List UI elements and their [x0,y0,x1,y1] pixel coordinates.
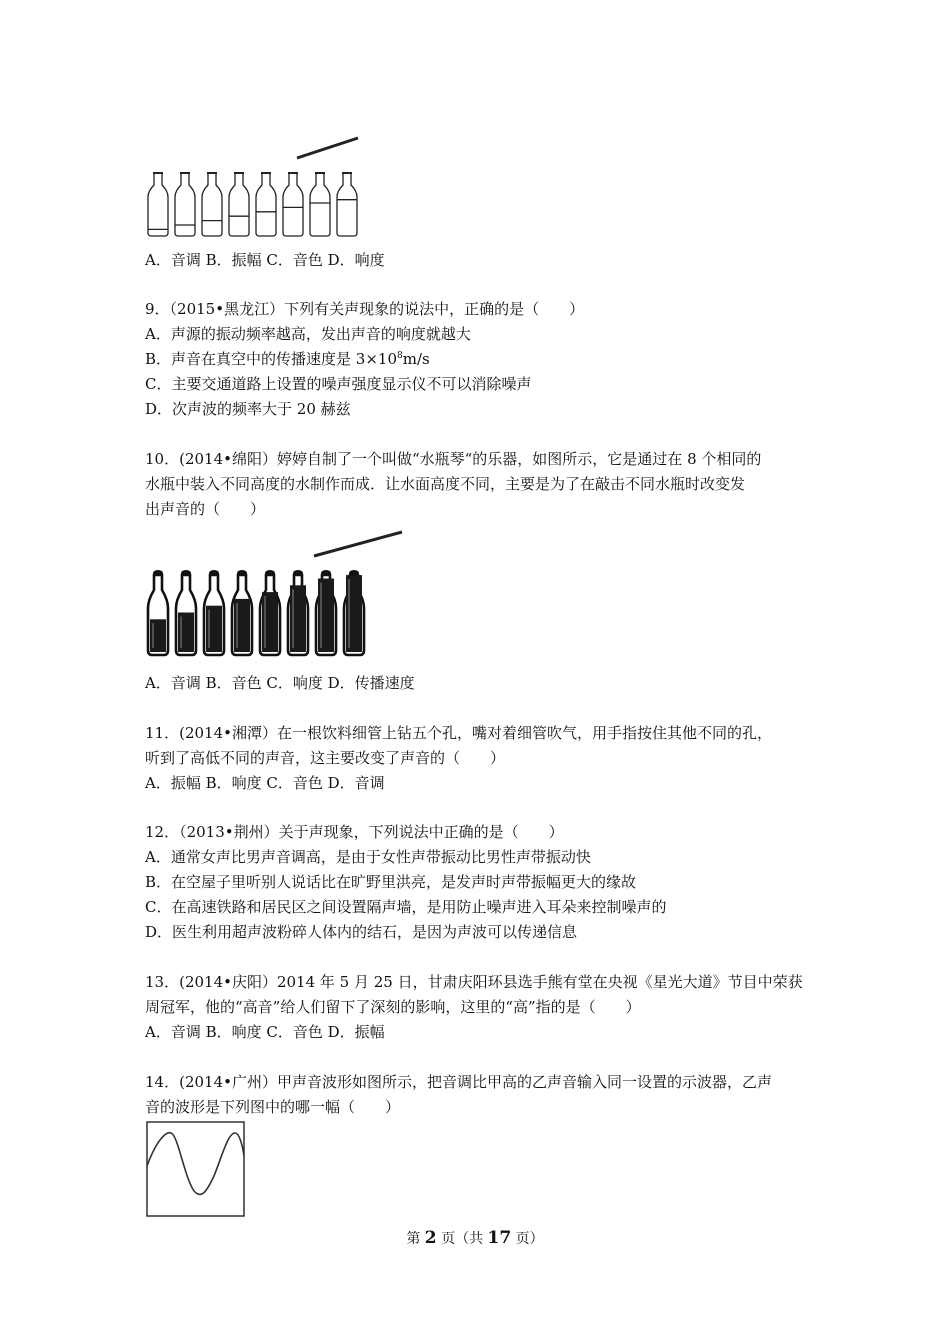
q14-line-1: 14．(2014•广州）甲声音波形如图所示，把音调比甲高的乙声音输入同一设置的示波器，乙声 [145,1073,772,1091]
q14-line-2: 音的波形是下列图中的哪一幅（ ） [145,1098,401,1116]
footer-page-number: 2 [424,1228,437,1248]
q9-option-b [145,349,430,369]
bottle [344,570,364,655]
bottle [260,570,280,655]
q9-b-unit: m/s [402,350,430,368]
striking-stick-q10 [314,532,402,556]
q9-option-a: A．声源的振动频率越高，发出声音的响度就越大 [145,325,471,343]
q9-stem: 9．（2015•黑龙江）下列有关声现象的说法中，正确的是（ ） [145,300,585,318]
bottle [148,173,168,236]
striking-stick [297,138,358,158]
q8-options: A．音调 B．振幅 C．音色 D．响度 [145,251,385,269]
waveform-figure [146,1121,248,1219]
q9-b-text: B．声音在真空中的传播速度是 3×10 [145,350,397,368]
bottle [232,570,252,655]
footer-mid: 页（共 [436,1231,488,1247]
q13-options: A．音调 B．响度 C．音色 D．振幅 [145,1023,385,1041]
footer-total-pages: 17 [487,1228,512,1248]
q10-options: A．音调 B．音色 C．响度 D．传播速度 [145,674,415,692]
bottle [256,173,276,236]
q10-line-1: 10．(2014•绵阳）婷婷自制了一个叫做“水瓶琴“的乐器，如图所示，它是通过在 8 个相同的 [145,450,762,468]
q12-stem: 12．（2013•荆州）关于声现象，下列说法中正确的是（ ） [145,823,564,841]
page-footer [0,1228,950,1248]
bottle [316,570,336,655]
oscilloscope-frame [147,1122,244,1216]
bottle [288,570,308,655]
footer-pre: 第 [406,1231,425,1247]
q12-option-d: D．医生利用超声波粉碎人体内的结石，是因为声波可以传递信息 [145,923,578,941]
q13-line-1: 13．(2014•庆阳）2014 年 5 月 25 日，甘肃庆阳环县选手熊有堂在央视《星光大道》节目中荣获 [145,973,803,991]
bottle [283,173,303,236]
q11-options: A．振幅 B．响度 C．音色 D．音调 [145,774,385,792]
q9-option-c: C．主要交通道路上设置的噪声强度显示仪不可以消除噪声 [145,375,532,393]
bottle [229,173,249,236]
bottle [175,173,195,236]
q10-line-2: 水瓶中装入不同高度的水制作而成．让水面高度不同，主要是为了在敲击不同水瓶时改变发 [145,475,746,493]
q11-line-2: 听到了高低不同的声音，这主要改变了声音的（ ） [145,749,506,767]
bottle [337,173,357,236]
q12-option-b: B．在空屋子里听别人说话比在旷野里洪亮，是发声时声带振幅更大的缘故 [145,873,637,891]
bottles-figure-q10 [140,528,410,668]
q12-option-a: A．通常女声比男声音调高，是由于女性声带振动比男性声带振动快 [145,848,591,866]
q9-option-d: D．次声波的频率大于 20 赫兹 [145,400,351,418]
q13-line-2: 周冠军，他的“高音”给人们留下了深刻的影响，这里的“高”指的是（ ） [145,998,641,1016]
bottle [176,570,196,655]
bottle [148,570,168,655]
bottle [310,173,330,236]
bottle [202,173,222,236]
footer-post: 页） [511,1231,544,1247]
q9-b-exponent: 8 [397,351,403,361]
q11-line-1: 11．(2014•湘潭）在一根饮料细管上钻五个孔，嘴对着细管吹气，用手指按住其他不同的孔， [145,724,772,742]
q10-line-3: 出声音的（ ） [145,500,266,518]
bottles-figure-top [140,125,370,240]
bottle [204,570,224,655]
q12-option-c: C．在高速铁路和居民区之间设置隔声墙，是用防止噪声进入耳朵来控制噪声的 [145,898,667,916]
